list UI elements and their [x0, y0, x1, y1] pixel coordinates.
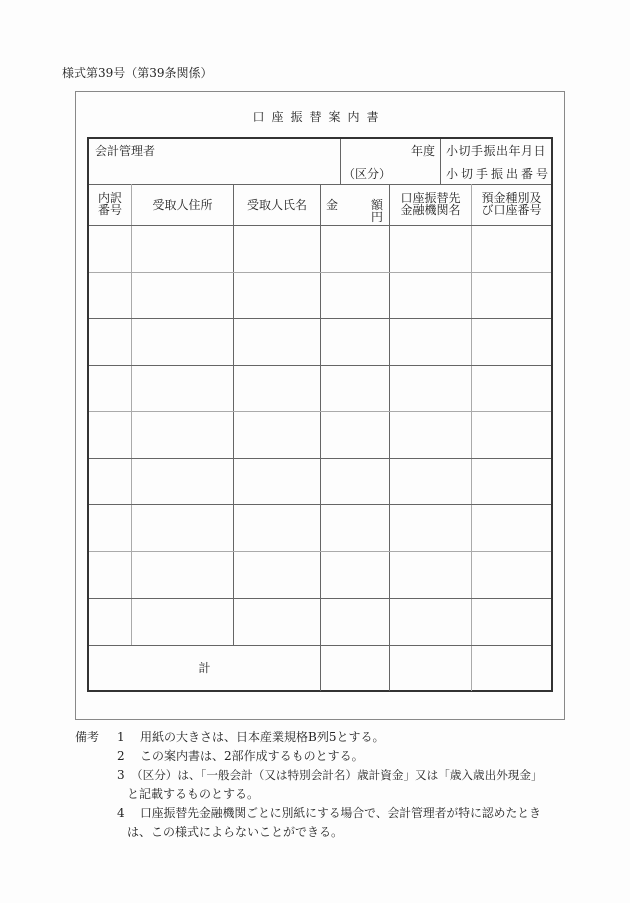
col-header-line: 口座振替先 [400, 191, 461, 205]
accountant-label: 会計管理者 [95, 144, 156, 158]
total-amount-field[interactable] [321, 646, 389, 690]
divider [440, 139, 441, 184]
table-row[interactable] [89, 459, 551, 504]
fiscal-year-label: 年度 [410, 144, 435, 158]
check-date-label: 小切手振出年月日 [446, 144, 547, 158]
note-text: は、この様式によらないことができる。 [127, 825, 344, 839]
note-number: 1 [117, 730, 125, 744]
note-number: 2 [117, 749, 125, 763]
total-row-label-cell [89, 646, 320, 690]
col-header-line: 金融機関名 [400, 203, 461, 217]
table-row[interactable] [89, 505, 551, 551]
col-header-item-no [89, 192, 131, 216]
table-row[interactable] [89, 412, 551, 458]
col-header-payee-name: 受取人氏名 [246, 198, 307, 212]
col-header-line: 内訳 [97, 191, 122, 205]
document-title: 口座振替案内書 [252, 110, 386, 124]
col-header-line: 預金種別及 [481, 191, 542, 205]
note-text: この案内書は、2部作成するものとする。 [140, 749, 364, 763]
amount-right-char: 額 [370, 198, 383, 212]
table-row[interactable] [89, 552, 551, 598]
total-label: 計 [198, 661, 211, 675]
table-row[interactable] [89, 226, 551, 272]
yen-unit: 円 [370, 210, 383, 224]
table-row[interactable] [89, 319, 551, 365]
notes-heading: 備考 [75, 730, 100, 744]
amount-left-char: 金 [326, 198, 339, 212]
col-header-amount [321, 184, 389, 225]
note-number: 3 [117, 768, 125, 782]
col-header-bank [390, 192, 471, 216]
form-number: 様式第39号（第39条関係） [62, 66, 213, 80]
fiscal-year-field[interactable] [341, 139, 440, 184]
col-header-account [472, 192, 551, 216]
note-text: 用紙の大きさは、日本産業規格B列5とする。 [140, 730, 385, 744]
table-row[interactable] [89, 599, 551, 645]
table-row[interactable] [89, 273, 551, 318]
table-row[interactable] [89, 366, 551, 411]
category-label: （区分） [343, 167, 392, 181]
col-header-line: び口座番号 [481, 203, 542, 217]
transfer-table [87, 137, 553, 692]
col-header-line: 番号 [97, 203, 122, 217]
note-text: 口座振替先金融機関ごとに別紙にする場合で、会計管理者が特に認めたとき [140, 806, 541, 820]
note-text: （区分）は、「一般会計（又は特別会計名）歳計資金」又は「歳入歳出外現金」 [131, 768, 543, 782]
note-text: と記載するものとする。 [127, 787, 260, 801]
col-header-payee-address: 受取人住所 [152, 198, 213, 212]
note-number: 4 [117, 806, 125, 820]
check-number-label: 小切手振出番号 [446, 167, 552, 181]
